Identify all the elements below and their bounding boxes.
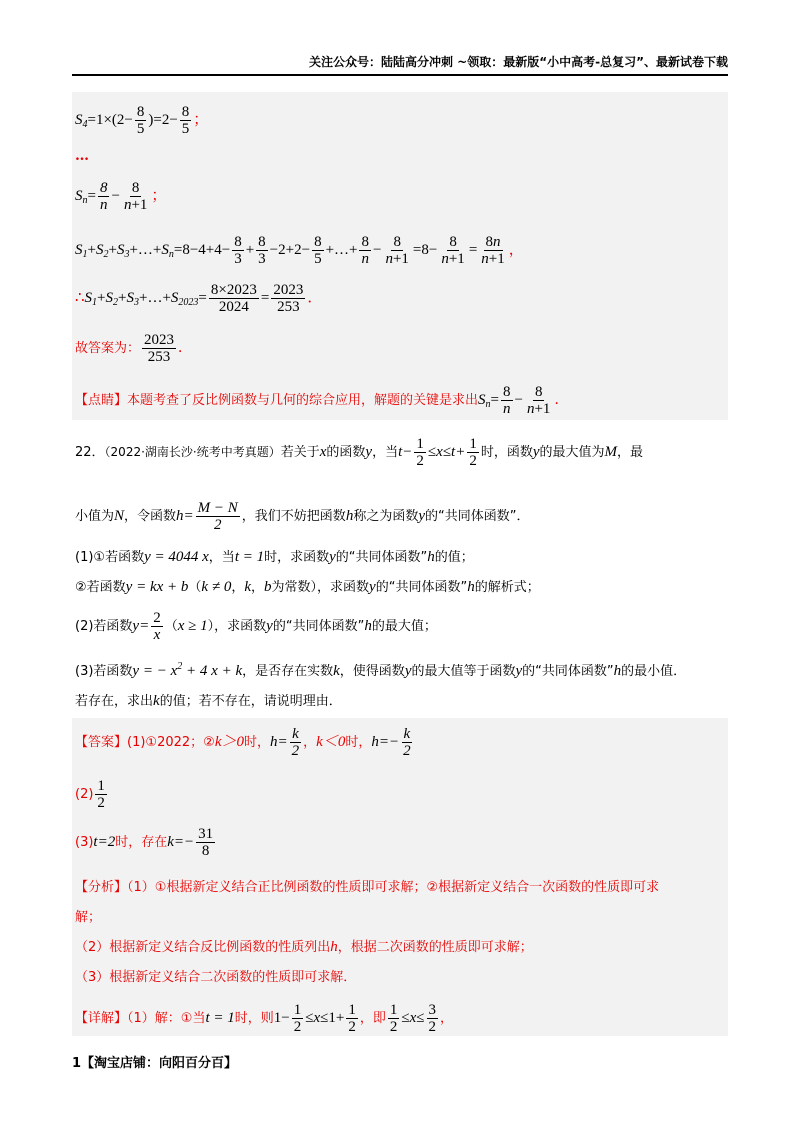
answer-2: (2) $\frac{1}{2}$ [75, 778, 105, 811]
analysis-3: （3）根据新定义结合二次函数的性质即可求解． [75, 970, 357, 985]
answer-1: 【答案】(1)①2022；②k＞0时，h= $\frac{k}{2}$ ，k＜0时，h=− $\frac{k}{2}$ [75, 726, 411, 759]
problem-line-1: 22．（2022·湖南长沙·统考中考真题）若关于x的函数y，当t− $\frac{1}{2}$ ≤x≤t+ $\frac{1}{2}$ 时，函数y的最大值为M，最 [75, 436, 644, 469]
ellipsis: … [75, 148, 89, 164]
page-footer: 1【淘宝店铺：向阳百分百】 [72, 1056, 238, 1071]
prev-answer: 故答案为： $\frac{2023}{253}$ ． [75, 332, 193, 365]
analysis-1: 【分析】（1）①根据新定义结合正比例函数的性质即可求解；②根据新定义结合一次函数的性质即可求 [75, 880, 660, 895]
conclusion-equation: $\therefore S_1+S_2+S_3+\dots+S_{2023}=$ $\frac{8\times 2023}{2024}$ = $\frac{2023}{253}$ ． [75, 282, 323, 315]
question-1-2: ②若函数y = kx + b（k ≠ 0，k，b为常数），求函数y的“共同体函数”h的解析式； [75, 579, 540, 595]
s4-equation: $S_4=1\times(2-$ $\frac{8}{5}$ )=2− $\frac{8}{5}$ ； [75, 104, 209, 137]
question-3-cont: 若存在，求出k的值；若不存在，请说明理由． [75, 693, 342, 709]
analysis-2: （2）根据新定义结合反比例函数的性质列出h，根据二次函数的性质即可求解； [75, 939, 533, 955]
problem-line-2: 小值为N，令函数h= $\frac{M - N}{2}$ ，我们不妨把函数h称之为函数y的“共同体函数”． [75, 500, 530, 533]
sum-equation: $S_1+S_2+S_3+\dots+S_n=8-4+4-$ $\frac{8}{3}$ + $\frac{8}{3}$ −2+2− $\frac{8}{5}$ +…+ $\frac{8}{n}$ − $\frac{8}{n+1}$ =8− $\frac{8}{n+1}$ = $\frac{8n}{n+1}$ ， [75, 234, 524, 267]
analysis-1b: 解； [75, 910, 102, 925]
prev-comment: 【点睛】本题考查了反比例函数与几何的综合应用，解题的关键是求出$S_n=$ $\frac{8}{n}$ − $\frac{8}{n+1}$ ． [75, 384, 569, 417]
question-1-1: (1)①若函数y = 4044 x，当t = 1时，求函数y的“共同体函数”h的值； [75, 549, 474, 565]
question-3: (3)若函数y = − $x^2 + 4$ x + k，是否存在实数k，使得函数y的最大值等于函数y的“共同体函数”h的最小值． [75, 661, 687, 679]
answer-3: (3)t=2时，存在k=− $\frac{31}{8}$ [75, 826, 214, 859]
question-2: (2)若函数y= $\frac{2}{x}$ （x ≥ 1），求函数y的“共同体函数”h的最大值； [75, 610, 437, 643]
page-header: 关注公众号：陆陆高分冲刺 ~领取：最新版“小中高考-总复习”、最新试卷下载 [72, 50, 728, 76]
detail-1: 【详解】（1）解：①当t = 1时，则1− $\frac{1}{2}$ ≤x≤1+ $\frac{1}{2}$ ，即 $\frac{1}{2}$ ≤x≤ $\frac{3}{2}$ ， [75, 1002, 454, 1035]
sn-equation: $S_n=$ $\frac{8}{n}$ − $\frac{8}{n+1}$ ； [75, 180, 167, 213]
